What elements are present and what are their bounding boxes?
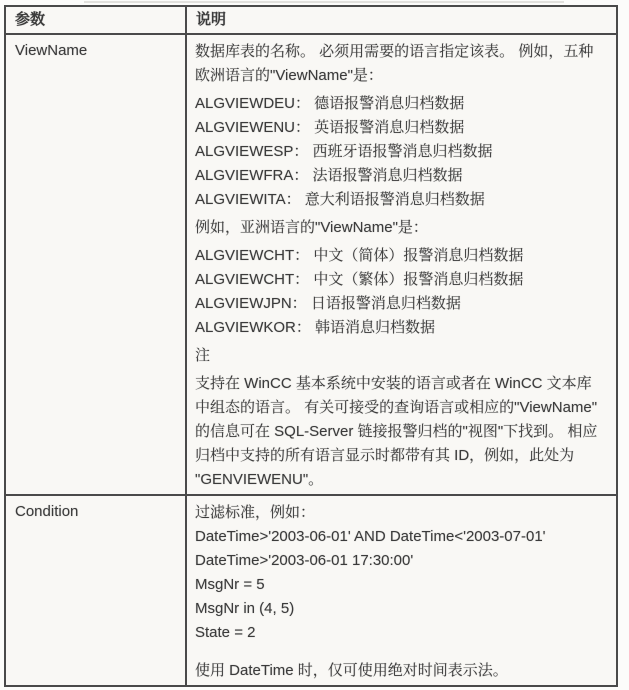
text-line: ALGVIEWKOR： 韩语消息归档数据 (195, 319, 436, 336)
text-line: 欧洲语言的"ViewName"是： (195, 67, 383, 84)
text-line: ALGVIEWESP： 西班牙语报警消息归档数据 (195, 143, 493, 160)
text-line: DateTime>'2003-06-01' AND DateTime<'2003-07-01' (195, 528, 546, 545)
text-line: ALGVIEWENU： 英语报警消息归档数据 (195, 119, 465, 136)
description-column-header: 说明 (186, 6, 617, 34)
param-cell: Condition (5, 495, 186, 686)
param-column-header: 参数 (5, 6, 186, 34)
param-cell: ViewName (5, 34, 186, 495)
text-line: ALGVIEWCHT： 中文（简体）报警消息归档数据 (195, 247, 524, 264)
description-block (195, 244, 608, 340)
parameter-table (4, 5, 618, 687)
scan-artifact-line (84, 1, 564, 3)
text-line: ALGVIEWITA： 意大利语报警消息归档数据 (195, 191, 485, 208)
text-line: 数据库表的名称。 必须用需要的语言指定该表。 例如，五种 (195, 43, 594, 60)
text-line: ALGVIEWDEU： 德语报警消息归档数据 (195, 95, 465, 112)
description-block (195, 40, 608, 88)
blank-line (195, 645, 608, 659)
text-line: 的信息可在 SQL-Server 链接报警归档的"视图"下找到。 相应 (195, 423, 598, 440)
text-line: ALGVIEWFRA： 法语报警消息归档数据 (195, 167, 463, 184)
description-block (195, 344, 608, 368)
table-body (5, 34, 617, 686)
text-line: MsgNr = 5 (195, 576, 265, 593)
description-block (195, 372, 608, 492)
table-row (5, 495, 617, 686)
text-line: ALGVIEWJPN： 日语报警消息归档数据 (195, 295, 461, 312)
text-line: 例如，亚洲语言的"ViewName"是： (195, 219, 428, 236)
header-row (5, 6, 617, 34)
text-line: 过滤标准，例如： (195, 504, 316, 521)
description-cell (186, 34, 617, 495)
description-block (195, 216, 608, 240)
description-block (195, 92, 608, 212)
text-line: ALGVIEWCHT： 中文（繁体）报警消息归档数据 (195, 271, 524, 288)
text-line: 使用 DateTime 时，仅可使用绝对时间表示法。 (195, 662, 508, 679)
table-header (5, 6, 617, 34)
text-line: 中组态的语言。 有关可接受的查询语言或相应的"ViewName" (195, 399, 598, 416)
text-line: 归档中支持的所有语言显示时都带有其 ID，例如，此处为 (195, 447, 575, 464)
table-row (5, 34, 617, 495)
text-line: DateTime>'2003-06-01 17:30:00' (195, 552, 414, 569)
text-line: MsgNr in (4, 5) (195, 600, 295, 617)
text-line: State = 2 (195, 624, 256, 641)
text-line: "GENVIEWENU"。 (195, 471, 324, 488)
text-line: 注 (195, 347, 211, 364)
description-block (195, 501, 608, 683)
text-line: 支持在 WinCC 基本系统中安装的语言或者在 WinCC 文本库 (195, 375, 592, 392)
description-cell (186, 495, 617, 686)
